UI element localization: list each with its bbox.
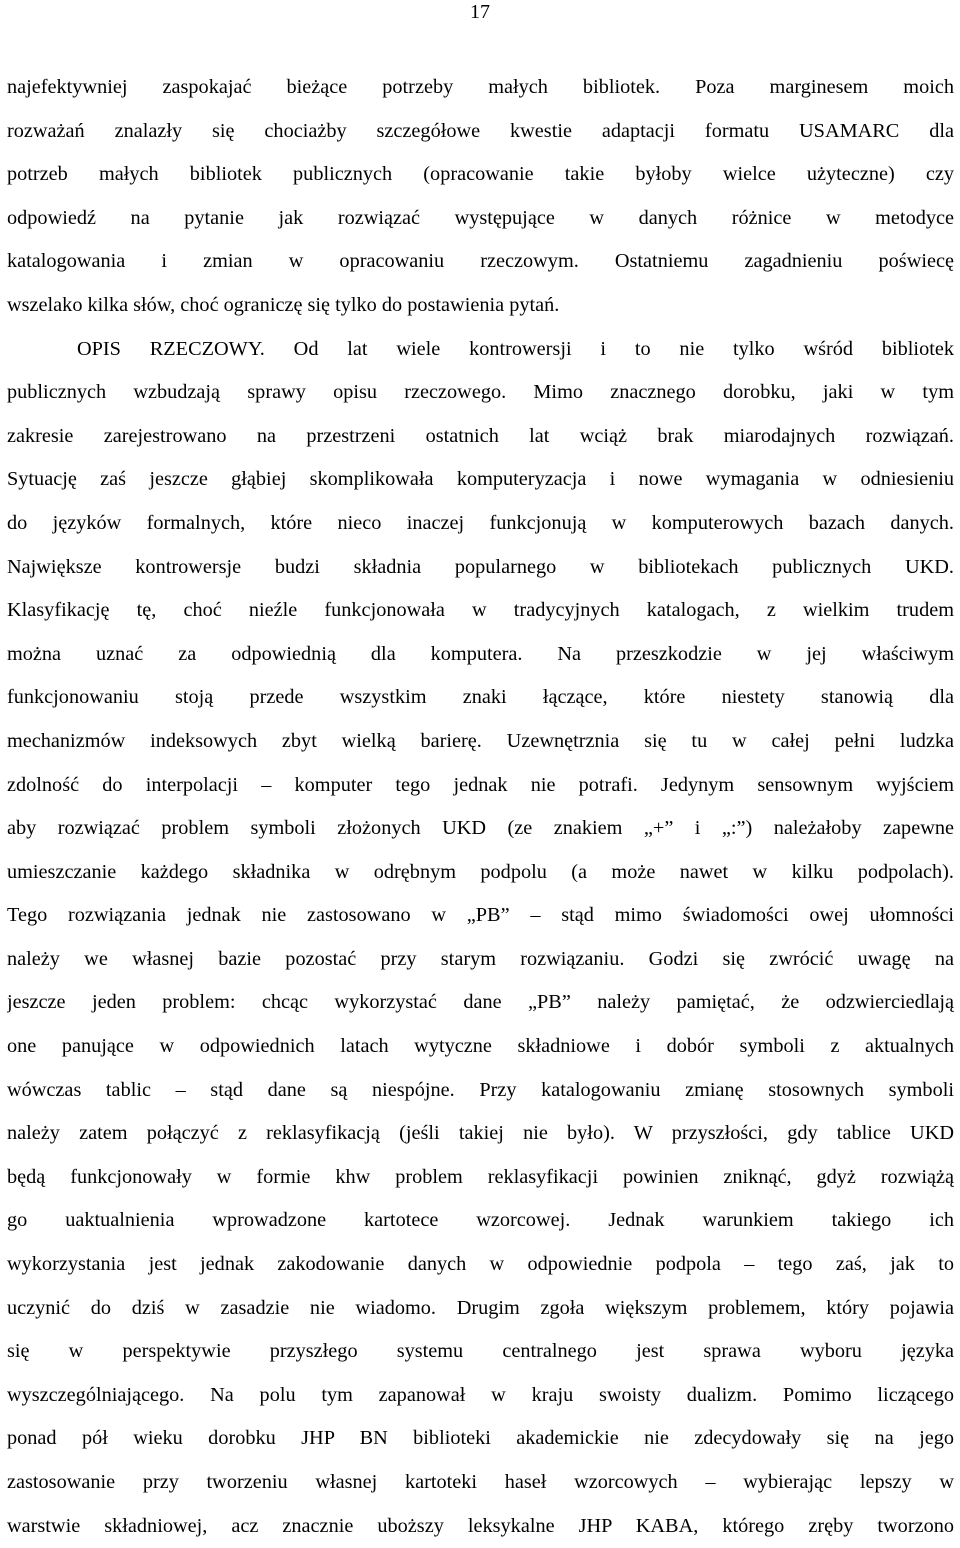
text-line: one panujące w odpowiednich latach wytyczne składniowe i dobór symboli z aktualnych <box>7 1035 954 1058</box>
text-line: do języków formalnych, które nieco inaczej funkcjonują w komputerowych bazach danych. <box>7 511 954 534</box>
text-line: aby rozwiązać problem symboli złożonych UKD (ze znakiem „+” i „:”) należałoby zapewne <box>7 817 954 840</box>
page-number: 17 <box>470 1 490 23</box>
text-line: jeszcze jeden problem: chcąc wykorzystać dane „PB” należy pamiętać, że odzwierciedlają <box>7 991 954 1014</box>
text-line: zastosowanie przy tworzeniu własnej kartoteki haseł wzorcowych – wybierając lepszy w <box>7 1471 954 1493</box>
text-line: katalogowania i zmian w opracowaniu rzeczowym. Ostatniemu zagadnieniu poświecę <box>7 250 954 273</box>
text-line: funkcjonowaniu stoją przede wszystkim znaki łączące, które niestety stanowią dla <box>7 686 954 709</box>
text-line: wszelako kilka słów, choć ograniczę się tylko do postawienia pytań. <box>7 293 560 316</box>
text-line: można uznać za odpowiednią dla komputera. Na przeszkodzie w jej właściwym <box>7 642 954 665</box>
text-line: się w perspektywie przyszłego systemu centralnego jest sprawa wyboru języka <box>7 1340 954 1363</box>
text-line: mechanizmów indeksowych zbyt wielką barierę. Uzewnętrznia się tu w całej pełni ludzka <box>7 729 954 752</box>
text-line: rozważań znalazły się chociażby szczegółowe kwestie adaptacji formatu USAMARC dla <box>7 119 954 142</box>
text-line: Tego rozwiązania jednak nie zastosowano w „PB” – stąd mimo świadomości owej ułomności <box>7 904 954 927</box>
text-line: będą funkcjonowały w formie khw problem reklasyfikacji powinien zniknąć, gdyż rozwiążą <box>7 1165 954 1188</box>
text-line: wyszczególniającego. Na polu tym zapanował w kraju swoisty dualizm. Pomimo liczącego <box>7 1383 954 1406</box>
text-line: zakresie zarejestrowano na przestrzeni ostatnich lat wciąż brak miarodajnych rozwiązań. <box>7 424 954 447</box>
text-line: wówczas tablic – stąd dane są niespójne. Przy katalogowaniu zmianę stosownych symboli <box>7 1078 954 1101</box>
text-line: ponad pół wieku dorobku JHP BN biblioteki akademickie nie zdecydowały się na jego <box>7 1427 954 1450</box>
text-line: Największe kontrowersje budzi składnia popularnego w bibliotekach publicznych UKD. <box>7 555 954 578</box>
text-line: zdolność do interpolacji – komputer tego jednak nie potrafi. Jedynym sensownym wyjściem <box>7 773 954 796</box>
text-line: warstwie składniowej, acz znacznie uboższy leksykalne JHP KABA, którego zręby tworzono <box>7 1514 954 1537</box>
text-line: Klasyfikację tę, choć nieźle funkcjonowała w tradycyjnych katalogach, z wielkim trudem <box>7 599 954 622</box>
text-line: wykorzystania jest jednak zakodowanie danych w odpowiednie podpola – tego zaś, jak to <box>7 1253 954 1276</box>
body-text <box>7 66 954 1548</box>
text-line: Sytuację zaś jeszcze głąbiej skomplikowała komputeryzacja i nowe wymagania w odniesieniu <box>7 468 954 491</box>
text-line: odpowiedź na pytanie jak rozwiązać występujące w danych różnice w metodyce <box>7 206 954 229</box>
text-line: należy we własnej bazie pozostać przy starym rozwiązaniu. Godzi się zwrócić uwagę na <box>7 947 954 970</box>
text-line: publicznych wzbudzają sprawy opisu rzeczowego. Mimo znacznego dorobku, jaki w tym <box>7 381 954 404</box>
text-line: uczynić do dziś w zasadzie nie wiadomo. Drugim zgoła większym problemem, który pojawia <box>7 1296 954 1319</box>
text-line: potrzeb małych bibliotek publicznych (opracowanie takie byłoby wielce użyteczne) czy <box>7 163 954 186</box>
text-line: OPIS RZECZOWY. Od lat wiele kontrowersji i to nie tylko wśród bibliotek <box>77 337 954 360</box>
text-line: należy zatem połączyć z reklasyfikacją (jeśli takiej nie było). W przyszłości, gdy tablice UKD <box>7 1122 954 1145</box>
text-line: go uaktualnienia wprowadzone kartotece wzorcowej. Jednak warunkiem takiego ich <box>7 1209 954 1232</box>
text-line: umieszczanie każdego składnika w odrębnym podpolu (a może nawet w kilku podpolach). <box>7 860 954 883</box>
text-line: najefektywniej zaspokajać bieżące potrzeby małych bibliotek. Poza marginesem moich <box>7 76 954 98</box>
